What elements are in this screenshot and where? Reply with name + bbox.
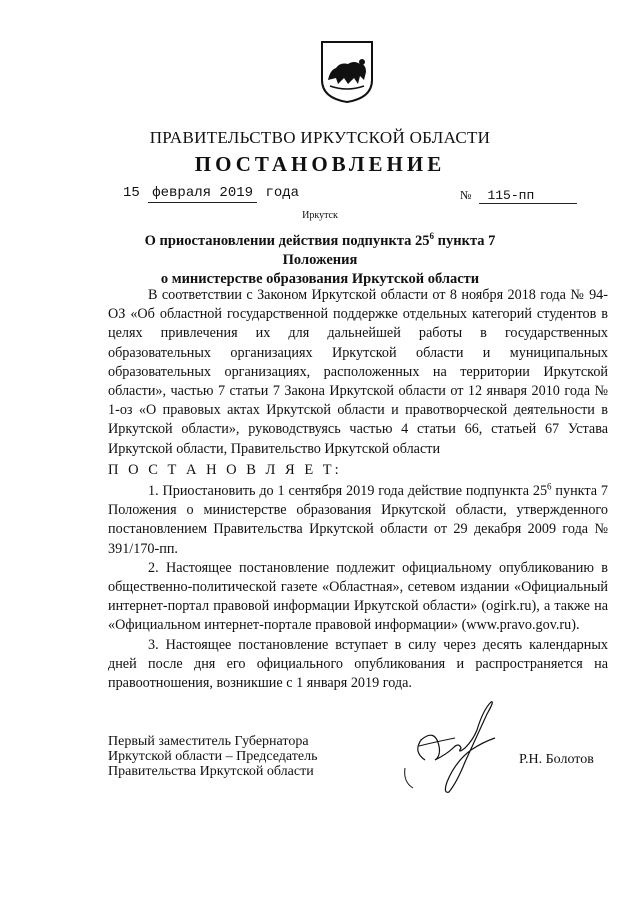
date-day: 15 <box>123 185 140 201</box>
date-suffix: года <box>265 185 300 201</box>
item-1-paragraph: 1. Приостановить до 1 сентября 2019 года действие подпункта $25^6$ пункта 7 Положения о министерстве образования Иркутской области, утвержденного постановлением Правительства Иркутской области от 29 декабря 2009 года № 391/170-пп. <box>108 481 609 557</box>
title-line-2: о министерстве образования Иркутской области <box>160 271 480 287</box>
number-sign: № <box>460 188 472 202</box>
preamble-paragraph: В соответствии с Законом Иркутской области от 8 ноября 2018 года № 94-ОЗ «Об областной государственной поддержке отдельных категорий студентов в целях привлечения их для дальнейшей работы в государственных образовательных организациях Иркутской области и муниципальных образовательных организациях, расположенных на территории Иркутской области», частью 7 статьи 7 Закона Иркутской области от 12 января 2010 года № 1-оз «О правовых актах Иркутской области и правотворческой деятельности в Иркутской области», руководствуясь частью 4 статьи 66, статьей 67 Устава Иркутской области, Правительство Иркутской области <box>108 287 608 457</box>
government-name: ПРАВИТЕЛЬСТВО ИРКУТСКОЙ ОБЛАСТИ <box>149 128 491 147</box>
document-body <box>108 286 608 693</box>
date-month-year: февраля 2019 <box>148 185 257 203</box>
title-line-1: О приостановлении действия подпункта $25^6$ пункта 7 Положения <box>144 231 496 268</box>
item-3-paragraph: 3. Настоящее постановление вступает в силу через десять календарных дней после дня его официального опубликования и распространяется на правоотношения, возникшие с 1 января 2019 года. <box>108 636 608 692</box>
number-value: 115-пп <box>479 188 577 204</box>
city: Иркутск <box>302 210 338 221</box>
signatory-name: Р.Н. Болотов <box>519 752 594 767</box>
document-type: ПОСТАНОВЛЕНИЕ <box>194 152 446 176</box>
document-title <box>110 232 530 289</box>
resolves-heading: П О С Т А Н О В Л Я Е Т: <box>108 461 342 478</box>
signatory-position: Первый заместитель Губернатора Иркутской области – Председатель Правительства Иркутской области <box>108 734 318 779</box>
item-2-paragraph: 2. Настоящее постановление подлежит официальному опубликованию в общественно-политической газете «Областная», сетевом издании «Официальный интернет-портал правовой информации Иркутской области» (ogirk.ru), а также на «Официальном интернет-портале правовой информации» (www.pravo.gov.ru). <box>108 559 608 634</box>
document-number <box>460 188 577 204</box>
document-date <box>123 185 299 203</box>
handwritten-signature <box>395 690 505 800</box>
coat-of-arms-icon <box>320 40 374 104</box>
